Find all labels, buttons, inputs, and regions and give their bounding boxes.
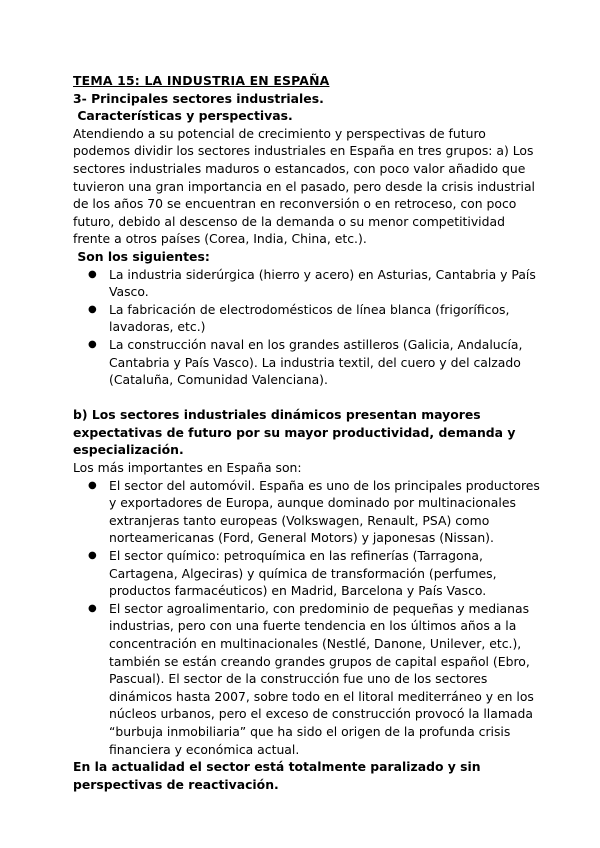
- list-a-heading: Son los siguientes:: [73, 248, 210, 264]
- section-subheading: Características y perspectivas.: [73, 108, 293, 124]
- document-page: [73, 72, 543, 793]
- list-item: ● El sector del automóvil. España es uno de los principales productores y exportadores de Europa, aunque dominado por multinacionales extranjeras tanto europeas (Volkswagen, Renault, PSA) como norteamericanas (Ford, General Motors) y japonesas (Nissan).: [73, 477, 543, 547]
- conclusion-paragraph: En la actualidad el sector está totalmente paralizado y sin perspectivas de reactivación.: [73, 759, 481, 792]
- list-item: ● La fabricación de electrodomésticos de línea blanca (frigoríficos, lavadoras, etc.): [73, 301, 543, 336]
- list-item: ● El sector agroalimentario, con predominio de pequeñas y medianas industrias, pero con una fuerte tendencia en los últimos años a la concentración en multinacionales (Nestlé, Danone, Unilever, etc.), también se están creando grandes grupos de capital español (Ebro, Pascual). El sector de la construcción fue uno de los sectores dinámicos hasta 2007, sobre todo en el litoral mediterráneo y en los núcleos urbanos, pero el exceso de construcción provocó la llamada “burbuja inmobiliaria” que ha sido el origen de la profunda crisis financiera y económica actual.: [73, 600, 543, 758]
- list-item: ● La construcción naval en los grandes astilleros (Galicia, Andalucía, Cantabria y País Vasco). La industria textil, del cuero y del calzado (Cataluña, Comunidad Valenciana).: [73, 336, 543, 389]
- section-heading: 3- Principales sectores industriales.: [73, 90, 324, 106]
- intro-paragraph: Atendiendo a su potencial de crecimiento y perspectivas de futuro podemos dividir los sectores industriales en España en tres grupos: a) Los sectores industriales maduros o estancados, con poco valor añadido que tuvieron una gran importancia en el pasado, pero desde la crisis industrial de los años 70 se encuentran en reconversión o en retroceso, con poco futuro, debido al descenso de la demanda o su menor competitividad frente a otros países (Corea, India, China, etc.).: [73, 125, 535, 247]
- list-item: ● La industria siderúrgica (hierro y acero) en Asturias, Cantabria y País Vasco.: [73, 266, 543, 301]
- section-b-intro: Los más importantes en España son:: [73, 460, 302, 476]
- list-b: [73, 477, 543, 759]
- list-item: ● El sector químico: petroquímica en las refinerías (Tarragona, Cartagena, Algeciras) y química de transformación (perfumes, productos farmacéuticos) en Madrid, Barcelona y País Vasco.: [73, 547, 543, 600]
- spacer: [73, 389, 543, 407]
- document-title: TEMA 15: LA INDUSTRIA EN ESPAÑA: [73, 73, 330, 88]
- section-b-heading: b) Los sectores industriales dinámicos presentan mayores expectativas de futuro por su mayor productividad, demanda y especialización.: [73, 407, 516, 458]
- list-a: [73, 266, 543, 389]
